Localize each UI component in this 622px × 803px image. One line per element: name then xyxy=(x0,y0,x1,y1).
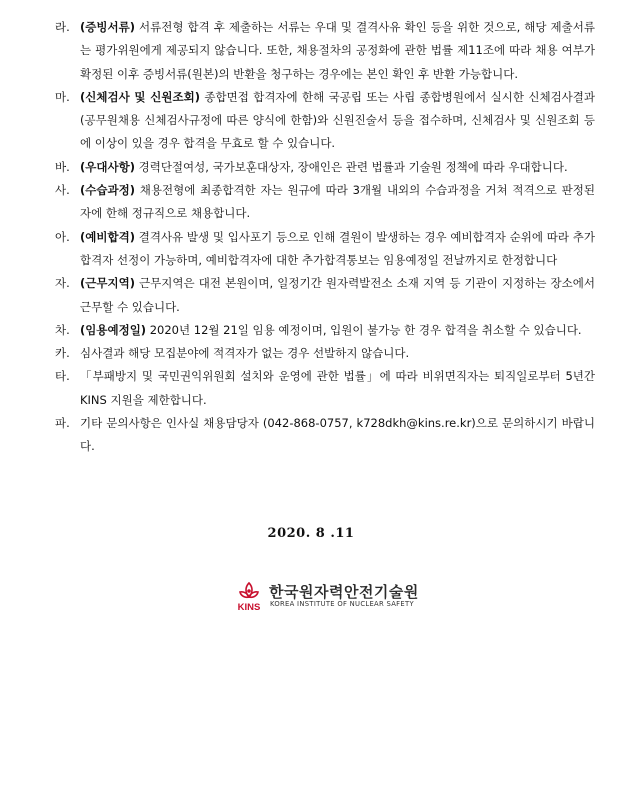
notice-item-probation xyxy=(55,179,595,226)
item-marker: 카. xyxy=(55,346,70,361)
item-body xyxy=(80,16,595,86)
item-text: 기타 문의사항은 인사실 채용담당자 (042-868-0757, k728dkh@kins.re.kr)으로 문의하시기 바랍니다. xyxy=(80,416,595,454)
org-english-name: KOREA INSTITUTE OF NUCLEAR SAFETY xyxy=(270,600,414,608)
kins-abbr-text: KINS xyxy=(237,602,261,612)
item-heading: (증빙서류) xyxy=(80,20,135,34)
item-body xyxy=(80,86,595,156)
notice-item-evidence xyxy=(55,16,595,86)
item-body xyxy=(80,272,595,319)
item-body xyxy=(80,156,595,179)
kins-emblem-icon xyxy=(232,580,266,612)
notice-item-anti-corruption xyxy=(55,365,595,412)
notice-item-work-location xyxy=(55,272,595,319)
item-marker: 차. xyxy=(55,322,70,337)
item-text: 근무지역은 대전 본원이며, 일정기간 원자력발전소 소재 지역 등 기관이 지정하는 장소에서 근무할 수 있습니다. xyxy=(80,276,595,314)
notice-item-preferences xyxy=(55,156,595,179)
item-text: 「부패방지 및 국민권익위원회 설치와 운영에 관한 법률」에 따라 비위면직자는 퇴직일로부터 5년간 KINS 지원을 제한합니다. xyxy=(80,369,595,407)
item-marker: 바. xyxy=(55,159,70,174)
item-marker: 타. xyxy=(55,369,70,384)
item-body xyxy=(80,365,595,412)
notice-item-medical-check xyxy=(55,86,595,156)
item-marker: 자. xyxy=(55,276,70,291)
item-marker: 파. xyxy=(55,416,70,431)
item-heading: (예비합격) xyxy=(80,229,135,244)
item-body xyxy=(80,342,595,365)
notice-list xyxy=(55,16,595,459)
notice-item-contact xyxy=(55,412,595,459)
item-text: 심사결과 해당 모집분야에 적격자가 없는 경우 선발하지 않습니다. xyxy=(80,346,410,361)
item-heading: (임용예정일) xyxy=(80,322,147,337)
item-marker: 사. xyxy=(55,183,70,198)
item-heading: (근무지역) xyxy=(80,276,135,291)
notice-item-reserve-pass xyxy=(55,226,595,273)
item-body xyxy=(80,412,595,459)
item-body xyxy=(80,226,595,273)
item-heading: (우대사항) xyxy=(80,159,135,174)
item-heading: (수습과정) xyxy=(80,183,135,198)
kins-logo xyxy=(232,580,420,612)
item-text: 결격사유 발생 및 입사포기 등으로 인해 결원이 발생하는 경우 예비합격자 순위에 따라 추가합격자 선정이 가능하며, 예비합격자에 대한 추가합격통보는 임용예정일 전날까지로 한정합니다 xyxy=(80,229,595,267)
item-marker: 라. xyxy=(55,20,70,34)
item-text: 채용전형에 최종합격한 자는 원규에 따라 3개월 내외의 수습과정을 거쳐 적격으로 판정된 자에 한해 정규직으로 채용합니다. xyxy=(80,183,595,221)
item-marker: 마. xyxy=(55,89,70,104)
item-body xyxy=(80,319,595,342)
item-body xyxy=(80,179,595,226)
org-korean-name: 한국원자력안전기술원 xyxy=(269,583,419,601)
item-text: 2020년 12월 21일 임용 예정이며, 입원이 불가능 한 경우 합격을 취소할 수 있습니다. xyxy=(146,322,582,337)
notice-date: 2020. 8 .11 xyxy=(267,526,355,541)
item-marker: 아. xyxy=(55,229,70,244)
item-heading: (신체검사 및 신원조회) xyxy=(80,89,200,104)
item-text: 경력단절여성, 국가보훈대상자, 장애인은 관련 법률과 기술원 정책에 따라 우대합니다. xyxy=(134,159,568,174)
item-text: 종합면접 합격자에 한해 국공립 또는 사립 종합병원에서 실시한 신체검사결과(공무원채용 신체검사규정에 따른 양식에 한함)와 신원진술서 등을 접수하며, 신체검사 및 신원조회 등에 이상이 있을 경우 합격을 무효로 할 수 있습니다. xyxy=(80,89,596,151)
notice-item-no-candidate xyxy=(55,342,595,365)
notice-item-start-date xyxy=(55,319,595,342)
item-text: 서류전형 합격 후 제출하는 서류는 우대 및 결격사유 확인 등을 위한 것으로, 해당 제출서류는 평가위원에게 제공되지 않습니다. 또한, 채용절차의 공정화에 관한 법률 제11조에 따라 채용 여부가 확정된 이후 증빙서류(원본)의 반환을 청구하는 경우에는 본인 확인 후 반환 가능합니다. xyxy=(80,20,595,81)
